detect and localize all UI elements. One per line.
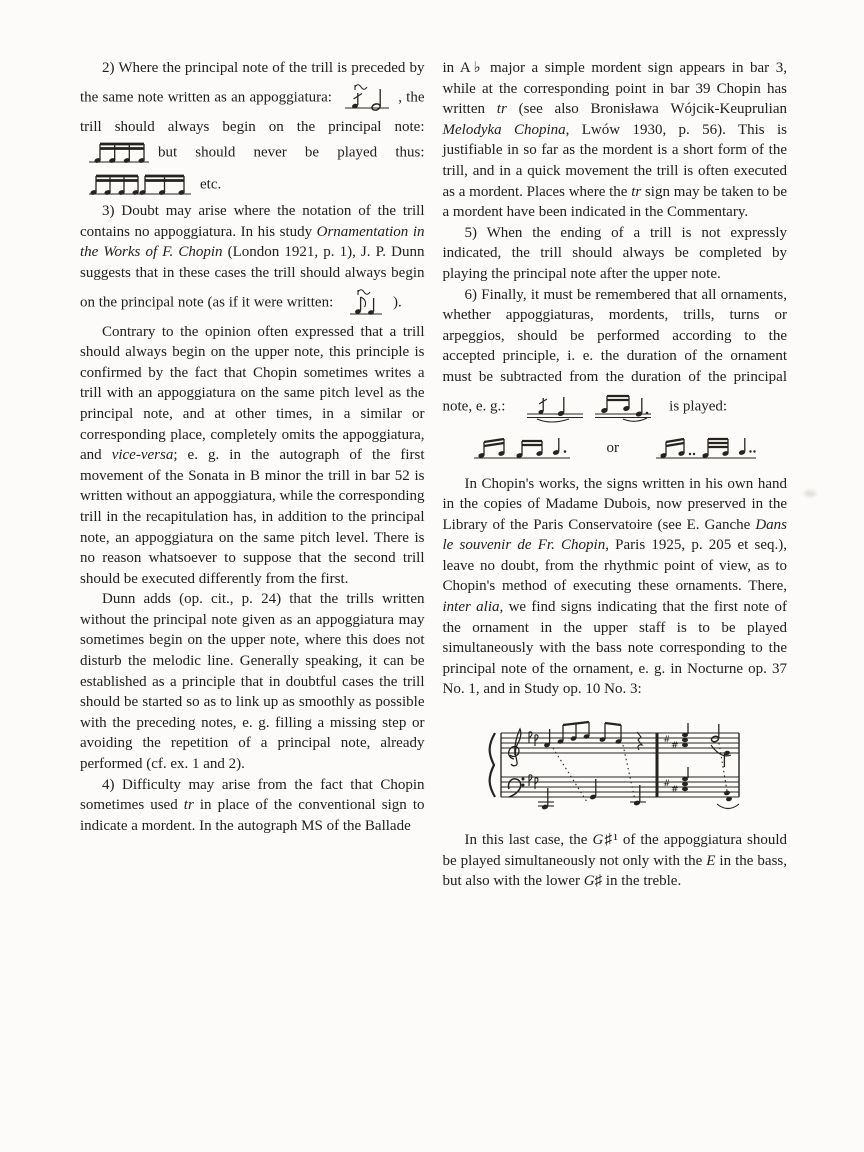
- paragraph-4-difficulty: [80, 775, 425, 837]
- text-run: 4) Difficulty may arise from the fact that Chopin sometimes used: [80, 776, 425, 814]
- text-run: ; e. g. in the autograph of the first movement of the Sonata in B minor the trill in bar 52 is written without an appoggiatura, while the corresponding trill in the recapitulation has, in addition to the principal note, an appoggiatura on the same pitch level. There is no reason whatsoever to suppose that the second trill should be executed differently from the first.: [80, 447, 425, 587]
- text-run: is played:: [669, 397, 728, 414]
- column-left: [80, 58, 425, 892]
- or-label: or: [606, 440, 619, 457]
- text-run: 3) Doubt may arise where the notation of the trill contains no appoggiatura. In his study: [80, 203, 425, 240]
- text-run: 5) When the ending of a trill is not expressly indicated, the trill should always be completed by playing the principal note after the upper note.: [442, 224, 787, 282]
- paragraph-chopins-works: [443, 474, 788, 701]
- italic-run: tr: [183, 797, 194, 814]
- paragraph-ballade-continuation: [443, 58, 788, 223]
- music-figure-trill-wrong-execution-icon: [87, 170, 193, 200]
- text-run: but should never be played thus:: [158, 144, 425, 161]
- text-run: , we find signs indicating that the first note of the ornament in the upper staff is to be played simultaneously with the bass note corresponding to the principal note of the ornament, e. g. in Nocturne op. 37 No. 1, and in Study op. 10 No. 3:: [442, 599, 787, 698]
- paragraph-dunn-adds: [80, 589, 425, 774]
- italic-run: tr: [631, 183, 642, 200]
- figure-row-played-variants: [443, 432, 788, 466]
- text-run: , Lwów 1930, p. 56). This is justifiable in so far as the mordent is a short form of the trill, and in a quick movement the trill is often executed as a mordent. Places where the: [442, 121, 787, 200]
- paragraph-6-ornament-duration: [443, 285, 788, 426]
- paragraph-2-trill-preceded: [80, 58, 425, 201]
- music-figure-ornament-duration-example-icon: [523, 389, 655, 425]
- music-figure-trill-begin-principal-icon: [87, 138, 151, 168]
- scan-artifact: [804, 490, 816, 497]
- paragraph-3-doubt-notation: [80, 201, 425, 321]
- text-run: 6) Finally, it must be remembered that all ornaments, whether appoggiaturas, mordents, trills, turns or arpeggios, should be performed according to the accepted principle, i. e. the duration of the ornament must be subtracted from the duration of the principal note, e. g.:: [442, 286, 787, 414]
- italic-run: Ornamentation in the Works of F. Chopin: [80, 223, 425, 261]
- svg-text:#: #: [670, 785, 679, 796]
- text-run: In Chopin's works, the signs written in his own hand in the copies of Madame Dubois, now preserved in the Library of the Paris Conservatoire (see E. Ganche: [442, 475, 787, 533]
- text-run: , the trill should always begin on the principal note:: [80, 89, 425, 135]
- italic-run: Dans le souvenir de Fr. Chopin: [442, 516, 787, 554]
- text-run: ♯¹ of the appoggiatura should be played simultaneously not only with the: [442, 832, 787, 869]
- music-figure-appoggiatura-before-trill-icon: [343, 80, 391, 116]
- music-figure-written-out-trill-icon: [344, 285, 386, 321]
- paragraph-contrary-opinion: [80, 322, 425, 590]
- text-run: Dunn adds (op. cit., p. 24) that the trills written without the principal note given as an appoggiatura may sometimes begin on the upper note, where this does not disturb the melodic line. Generally speaking, it can be established as a principle that in doubtful cases the trill should be started so as to link up as smoothly as possible with the preceding notes, e. g. filling a missing step or avoiding the repetition of a principal note, already performed (cf. ex. 1 and 2).: [80, 591, 425, 773]
- text-run: in place of the conventional sign to indicate a mordent. In the autograph MS of the Ballade: [80, 797, 425, 834]
- text-run: sign may be taken to be a mordent have been indicated in the Commentary.: [442, 183, 787, 221]
- italic-run: E: [706, 852, 716, 869]
- paragraph-5-trill-ending: [443, 223, 788, 285]
- italic-run: Melodyka Chopina: [442, 121, 566, 138]
- two-column-layout: [80, 58, 787, 892]
- figure-block-grand-staff: [443, 714, 788, 820]
- svg-text:#: #: [662, 735, 671, 746]
- italic-run: vice-versa: [111, 447, 174, 464]
- text-run: 2) Where the principal note of the trill is preceded by the same note written as an appoggiatura:: [80, 60, 425, 106]
- music-figure-played-variant-2-icon: [654, 433, 758, 465]
- text-run: in A♭ major a simple mordent sign appears in bar 3, while at the corresponding point in bar 39 Chopin has written: [442, 60, 787, 118]
- italic-run: G: [583, 873, 595, 890]
- italic-run: G: [592, 832, 604, 849]
- text-run: (London 1921, p. 1), J. P. Dunn suggests that in these cases the trill should always begin on the principal note (as if it were written:: [80, 244, 425, 310]
- text-run: In this last case, the: [464, 832, 593, 849]
- text-run: , Paris 1925, p. 205 et seq.), leave no doubt, from the rhythmic point of view, as to Chopin's method of executing these ornaments. There,: [442, 537, 787, 595]
- text-run: ♯ in the treble.: [594, 873, 682, 890]
- svg-text:#: #: [670, 741, 679, 752]
- column-right: [443, 58, 788, 892]
- paragraph-last-case: [443, 830, 788, 892]
- svg-text:#: #: [662, 779, 671, 790]
- text-run: ).: [393, 294, 402, 310]
- italic-run: inter alia: [442, 599, 500, 616]
- text-run: Contrary to the opinion often expressed that a trill should always begin on the upper note, this principle is confirmed by the fact that Chopin sometimes writes a trill with an appoggiatura on the same pitch level as the principal note, and at other times, in a similar or corresponding place, completely omits the appoggiatura, and: [80, 323, 425, 464]
- text-run: (see also Bronisława Wójcik-Keuprulian: [506, 101, 787, 118]
- music-figure-played-variant-1-icon: [472, 433, 572, 465]
- text-run: etc.: [200, 176, 222, 193]
- text-run: in the bass, but also with the lower: [442, 852, 787, 890]
- italic-run: tr: [496, 101, 507, 118]
- music-figure-grand-staff-example-icon: [485, 715, 745, 819]
